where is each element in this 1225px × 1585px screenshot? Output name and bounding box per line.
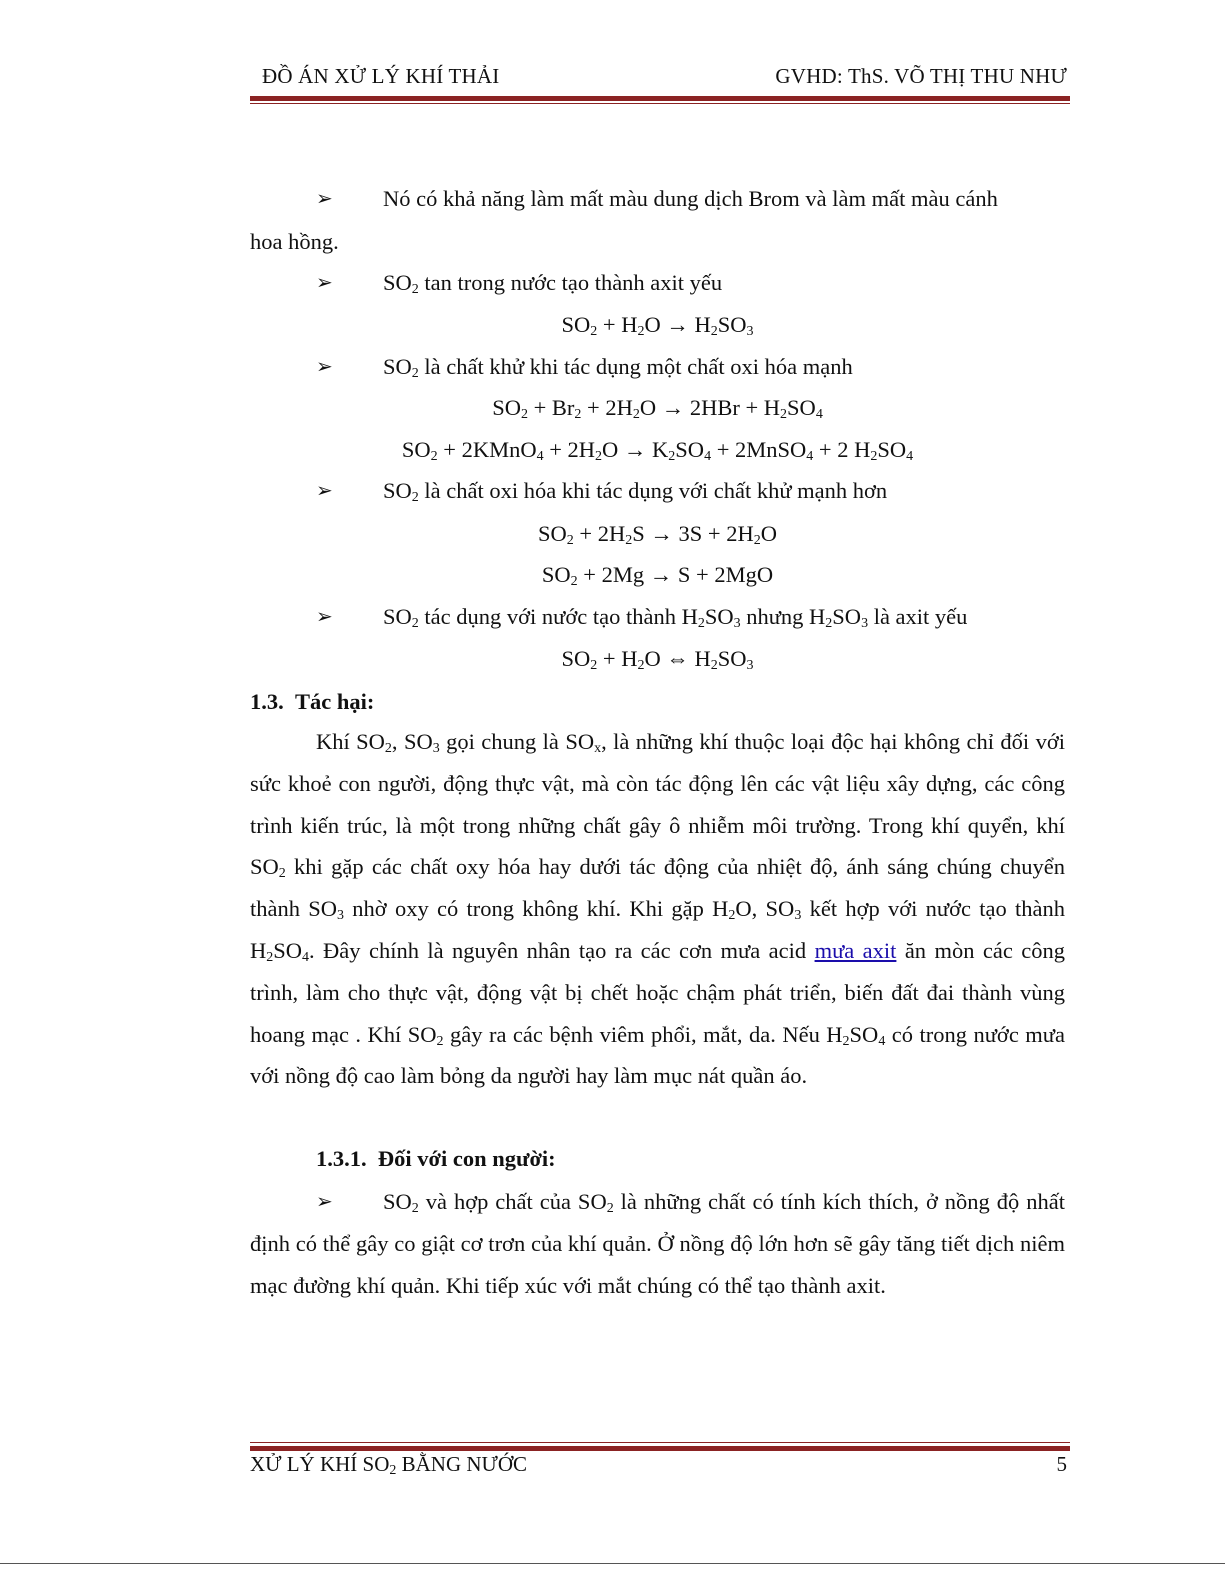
paragraph: $SO_2$ và hợp chất của $SO_2$ là những chất có tính kích thích, ở nồng độ nhất định có thể gây co giật cơ trơn của khí quản. Ở nồng độ lớn hơn sẽ gây tăng tiết dịch niêm mạc đường khí quản. Khi tiếp xúc với mắt chúng có thể tạo thành axit. <box>250 1189 1065 1298</box>
footer-title: XỬ LÝ KHÍ $SO_2$ BẰNG NƯỚC <box>250 1452 528 1478</box>
bullet-text: $SO_2$ là chất oxi hóa khi tác dụng với chất khử mạnh hơn <box>383 478 888 505</box>
header-instructor: GVHD: ThS. VÕ THỊ THU NHƯ <box>775 64 1067 88</box>
acid-rain-link[interactable]: mưa axit <box>814 937 897 963</box>
bullet-icon: ➢ <box>316 480 333 502</box>
section-heading <box>250 688 374 716</box>
bullet-icon: ➢ <box>316 188 333 210</box>
page-number: 5 <box>1056 1452 1067 1476</box>
bullet-text: $SO_2$ là chất khử khi tác dụng một chất oxi hóa mạnh <box>383 354 853 381</box>
bullet-text: $SO_2$ tan trong nước tạo thành axit yếu <box>383 270 723 297</box>
bullet-text-continued: hoa hồng. <box>250 229 339 254</box>
footer-rule-thin <box>250 1442 1070 1443</box>
section-title: Tác hại: <box>295 689 375 714</box>
header-rule-thick <box>250 96 1070 101</box>
header-rule-thin <box>250 103 1070 104</box>
equation: $SO_2$ + 2KMnO$_4$ + $2H_2O \to K_2SO_4$ + 2MnSO$_4$ + 2 $H_2SO_4$ <box>401 437 914 464</box>
header-title: ĐỒ ÁN XỬ LÝ KHÍ THẢI <box>262 64 500 88</box>
bullet-icon: ➢ <box>316 1191 333 1213</box>
paragraph: Khí $SO_2$, $SO_3$ gọi chung là $SO_x$, là những khí thuộc loại độc hại không chỉ đối với sức khoẻ con người, động thực vật, mà còn tác động lên các vật liệu xây dựng, các công trình kiến trúc, là một trong những chất gây ô nhiễm môi trường. Trong khí quyển, khí $SO_2$ khi gặp các chất oxy hóa hay dưới tác động của nhiệt độ, ánh sáng chúng chuyển thành $SO_3$ nhờ oxy có trong không khí. Khi gặp $H_2O$, $SO_3$ kết hợp với nước tạo thành $H_2SO_4$. Đây chính là nguyên nhân tạo ra các cơn mưa acid mưa axit ăn mòn các công trình, làm cho thực vật, động vật bị chết hoặc chậm phát triển, biến đất đai thành vùng hoang mạc . Khí $SO_2$ gây ra các bệnh viêm phổi, mắt, da. Nếu $H_2SO_4$ có trong nước mưa với nồng độ cao làm bỏng da người hay làm mục nát quần áo. <box>250 729 1066 1089</box>
equation: $SO_2 + 2H_2S \to 3S + 2H_2O$ <box>538 521 777 548</box>
subsection-number: 1.3.1. <box>316 1146 367 1171</box>
bullet-icon: ➢ <box>316 272 333 294</box>
subsection-title: Đối với con người: <box>377 1146 556 1171</box>
bullet-icon: ➢ <box>316 356 333 378</box>
footer-rule-thick <box>250 1446 1070 1451</box>
bullet-icon: ➢ <box>316 606 333 628</box>
bullet-text: Nó có khả năng làm mất màu dung dịch Brom và làm mất màu cánh <box>383 186 998 211</box>
equation: $SO_2 + Br_2 + 2H_2O \to 2HBr + H_2SO_4$ <box>492 395 823 422</box>
equation: $SO_2 + 2Mg \to S + 2MgO$ <box>541 562 774 589</box>
bullet-text: $SO_2$ tác dụng với nước tạo thành $H_2SO_3$ nhưng $H_2SO_3$ là axit yếu <box>383 604 968 631</box>
equation: $SO_2 + H_2O$ ⇔ $H_2SO_3$ <box>561 646 754 673</box>
equation: $SO_2 + H_2O \to H_2SO_3$ <box>561 312 754 339</box>
section-number: 1.3. <box>250 689 284 714</box>
subsection-heading <box>316 1145 556 1173</box>
page-edge-divider <box>0 1563 1225 1564</box>
